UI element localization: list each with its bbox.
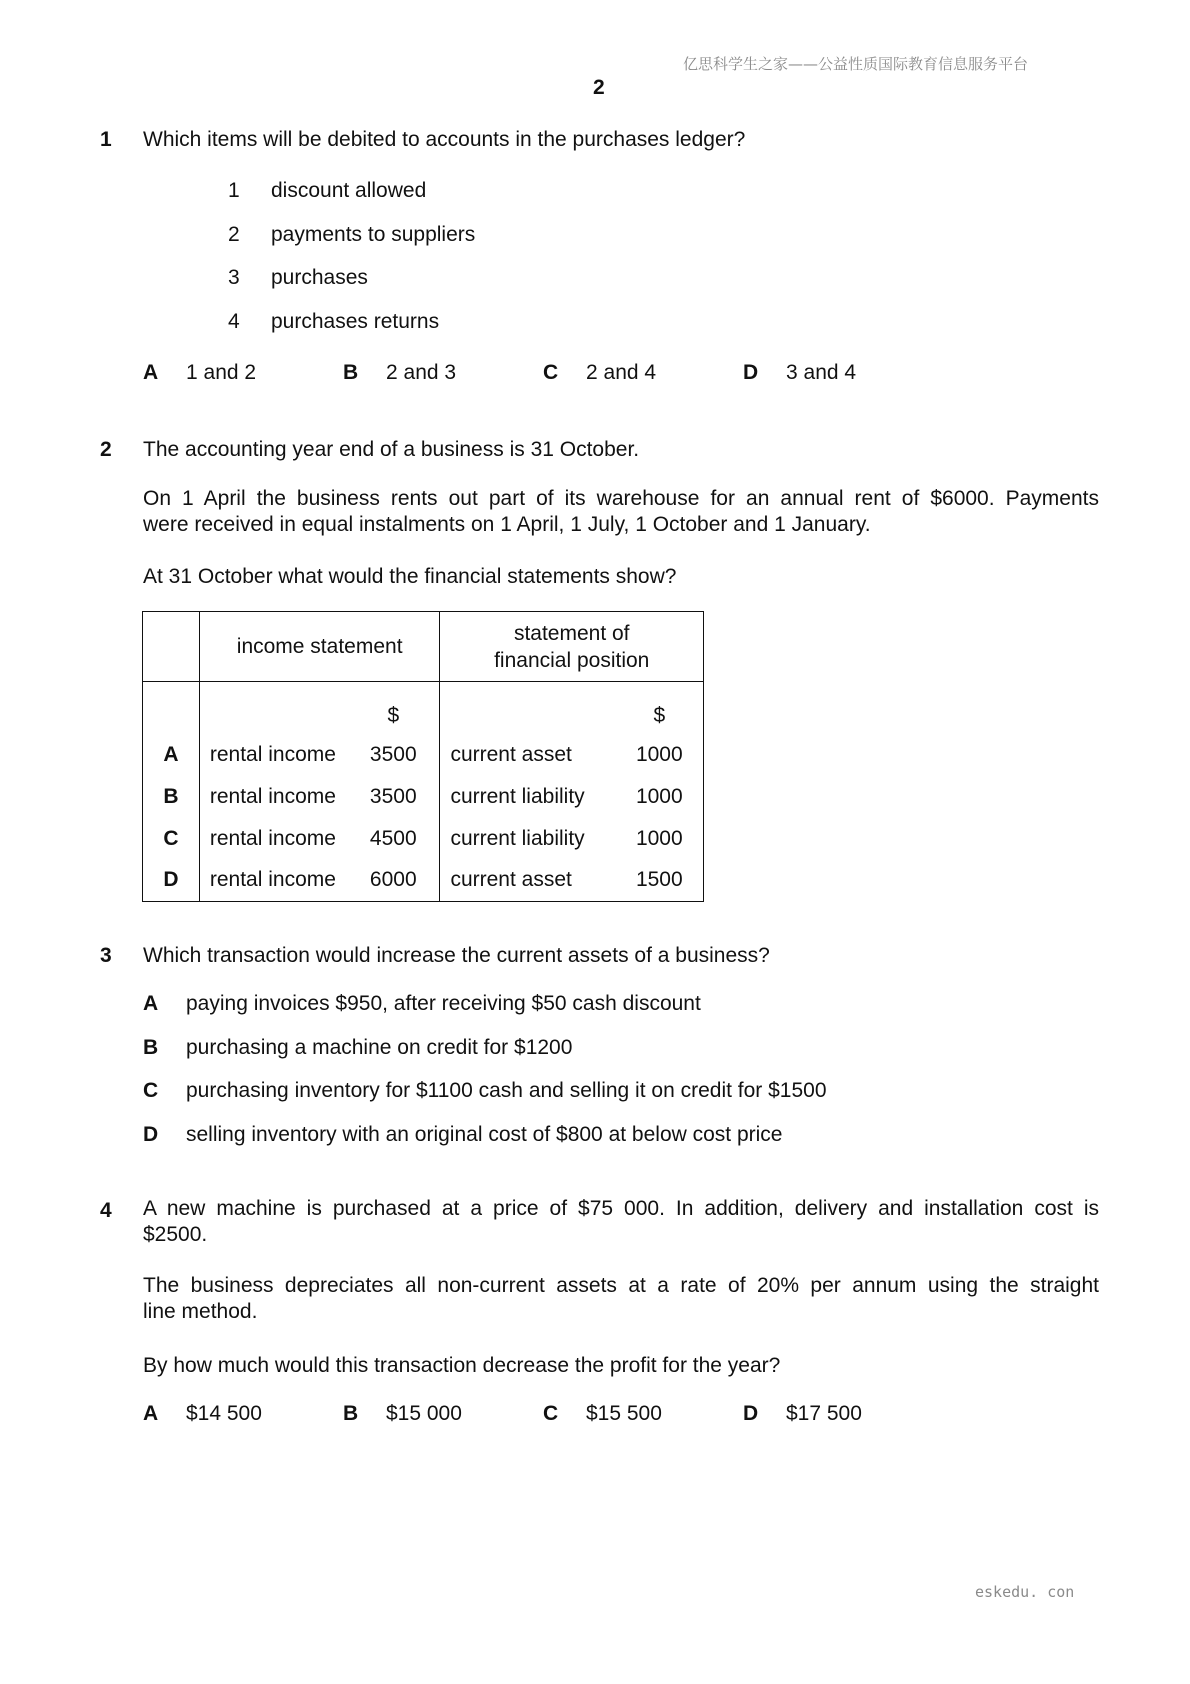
sfp-label: current asset <box>440 860 616 902</box>
q1-option-text: 2 and 4 <box>586 361 657 384</box>
paragraph-line: The business depreciates all non-current assets at a rate of 20% per annum using the straight <box>143 1274 1099 1297</box>
row-letter: C <box>143 818 200 860</box>
income-statement-header: income statement <box>199 612 440 682</box>
table-row <box>143 734 704 776</box>
is-label: rental income <box>199 860 347 902</box>
currency-row <box>143 682 704 734</box>
q3-option-letter: B <box>143 1036 159 1059</box>
question-2-paragraph <box>143 486 1099 538</box>
q4-option-text: $15 000 <box>386 1402 462 1425</box>
sfp-value: 1000 <box>616 734 704 776</box>
q3-option-text: purchasing inventory for $1100 cash and selling it on credit for $1500 <box>186 1079 827 1102</box>
header-watermark: 亿思科学生之家——公益性质国际教育信息服务平台 <box>683 55 1029 73</box>
is-value: 3500 <box>369 784 417 808</box>
table-header-row <box>143 612 704 682</box>
q4-option-letter: A <box>143 1402 159 1425</box>
q1-item-number: 4 <box>228 310 240 333</box>
sfp-header-line: financial position <box>494 648 650 672</box>
q1-option-text: 3 and 4 <box>786 361 857 384</box>
table-row <box>143 818 704 860</box>
is-value: 4500 <box>369 826 417 850</box>
q3-option-letter: D <box>143 1123 159 1146</box>
rental-options-table <box>142 611 704 902</box>
sfp-value: 1500 <box>616 860 704 902</box>
question-2-number: 2 <box>100 438 112 461</box>
q3-option-text: paying invoices $950, after receiving $50 cash discount <box>186 992 701 1015</box>
sfp-label: current asset <box>440 734 616 776</box>
q3-option-text: selling inventory with an original cost of $800 at below cost price <box>186 1123 783 1146</box>
is-label: rental income <box>209 826 336 850</box>
paragraph-line: On 1 April the business rents out part of its warehouse for an annual rent of $6000. Payments <box>143 487 1099 510</box>
question-1-stem: Which items will be debited to accounts in the purchases ledger? <box>143 128 746 151</box>
table-row <box>143 776 704 818</box>
question-4-question: By how much would this transaction decrease the profit for the year? <box>143 1354 781 1377</box>
question-3-number: 3 <box>100 944 112 967</box>
q1-item-number: 3 <box>228 266 240 289</box>
q3-option-letter: C <box>143 1079 159 1102</box>
q1-item-text: purchases <box>271 266 368 289</box>
q4-option-letter: D <box>743 1402 759 1425</box>
q1-option-letter: A <box>143 361 159 384</box>
question-2-stem: The accounting year end of a business is 31 October. <box>143 438 640 461</box>
q1-option-letter: D <box>743 361 759 384</box>
row-letter: B <box>143 776 200 818</box>
question-3-stem: Which transaction would increase the current assets of a business? <box>143 944 770 967</box>
income-currency: $ <box>387 703 400 727</box>
q1-item-text: payments to suppliers <box>271 223 476 246</box>
sfp-label: current liability <box>440 818 616 860</box>
sfp-label: current liability <box>440 776 616 818</box>
is-value: 3500 <box>369 742 417 766</box>
sfp-header <box>440 612 704 682</box>
table-corner-cell <box>143 612 200 682</box>
question-4-paragraph-2 <box>143 1273 1099 1325</box>
table-row <box>143 860 704 902</box>
q1-item-text: discount allowed <box>271 179 427 202</box>
q4-option-text: $17 500 <box>786 1402 862 1425</box>
is-value: 6000 <box>347 860 440 902</box>
page-number: 2 <box>593 76 605 99</box>
q1-option-letter: C <box>543 361 559 384</box>
sfp-value: 1000 <box>616 776 704 818</box>
q4-option-letter: C <box>543 1402 559 1425</box>
question-4-number: 4 <box>100 1199 112 1222</box>
row-letter: A <box>143 734 200 776</box>
question-2-question: At 31 October what would the financial statements show? <box>143 565 677 588</box>
q4-option-text: $15 500 <box>586 1402 662 1425</box>
q3-option-letter: A <box>143 992 159 1015</box>
sfp-header-line: statement of <box>513 621 630 645</box>
sfp-value: 1000 <box>616 818 704 860</box>
q1-option-text: 1 and 2 <box>186 361 257 384</box>
paragraph-line: $2500. <box>143 1223 208 1246</box>
is-label: rental income <box>209 742 336 766</box>
paragraph-line: were received in equal instalments on 1 April, 1 July, 1 October and 1 January. <box>143 513 871 536</box>
q1-item-text: purchases returns <box>271 310 440 333</box>
q1-item-number: 1 <box>228 179 240 202</box>
q4-option-letter: B <box>343 1402 359 1425</box>
footer-site: eskedu. con <box>975 1583 1075 1601</box>
q1-item-number: 2 <box>228 223 240 246</box>
sfp-currency: $ <box>616 682 704 734</box>
q3-option-text: purchasing a machine on credit for $1200 <box>186 1036 573 1059</box>
paragraph-line: line method. <box>143 1300 258 1323</box>
q4-option-text: $14 500 <box>186 1402 262 1425</box>
question-1-number: 1 <box>100 128 112 151</box>
paragraph-line: A new machine is purchased at a price of $75 000. In addition, delivery and installation cost is <box>143 1197 1099 1220</box>
q1-option-text: 2 and 3 <box>386 361 457 384</box>
is-label: rental income <box>209 784 336 808</box>
row-letter: D <box>143 860 200 902</box>
q1-option-letter: B <box>343 361 359 384</box>
question-4-paragraph-1 <box>143 1196 1099 1248</box>
